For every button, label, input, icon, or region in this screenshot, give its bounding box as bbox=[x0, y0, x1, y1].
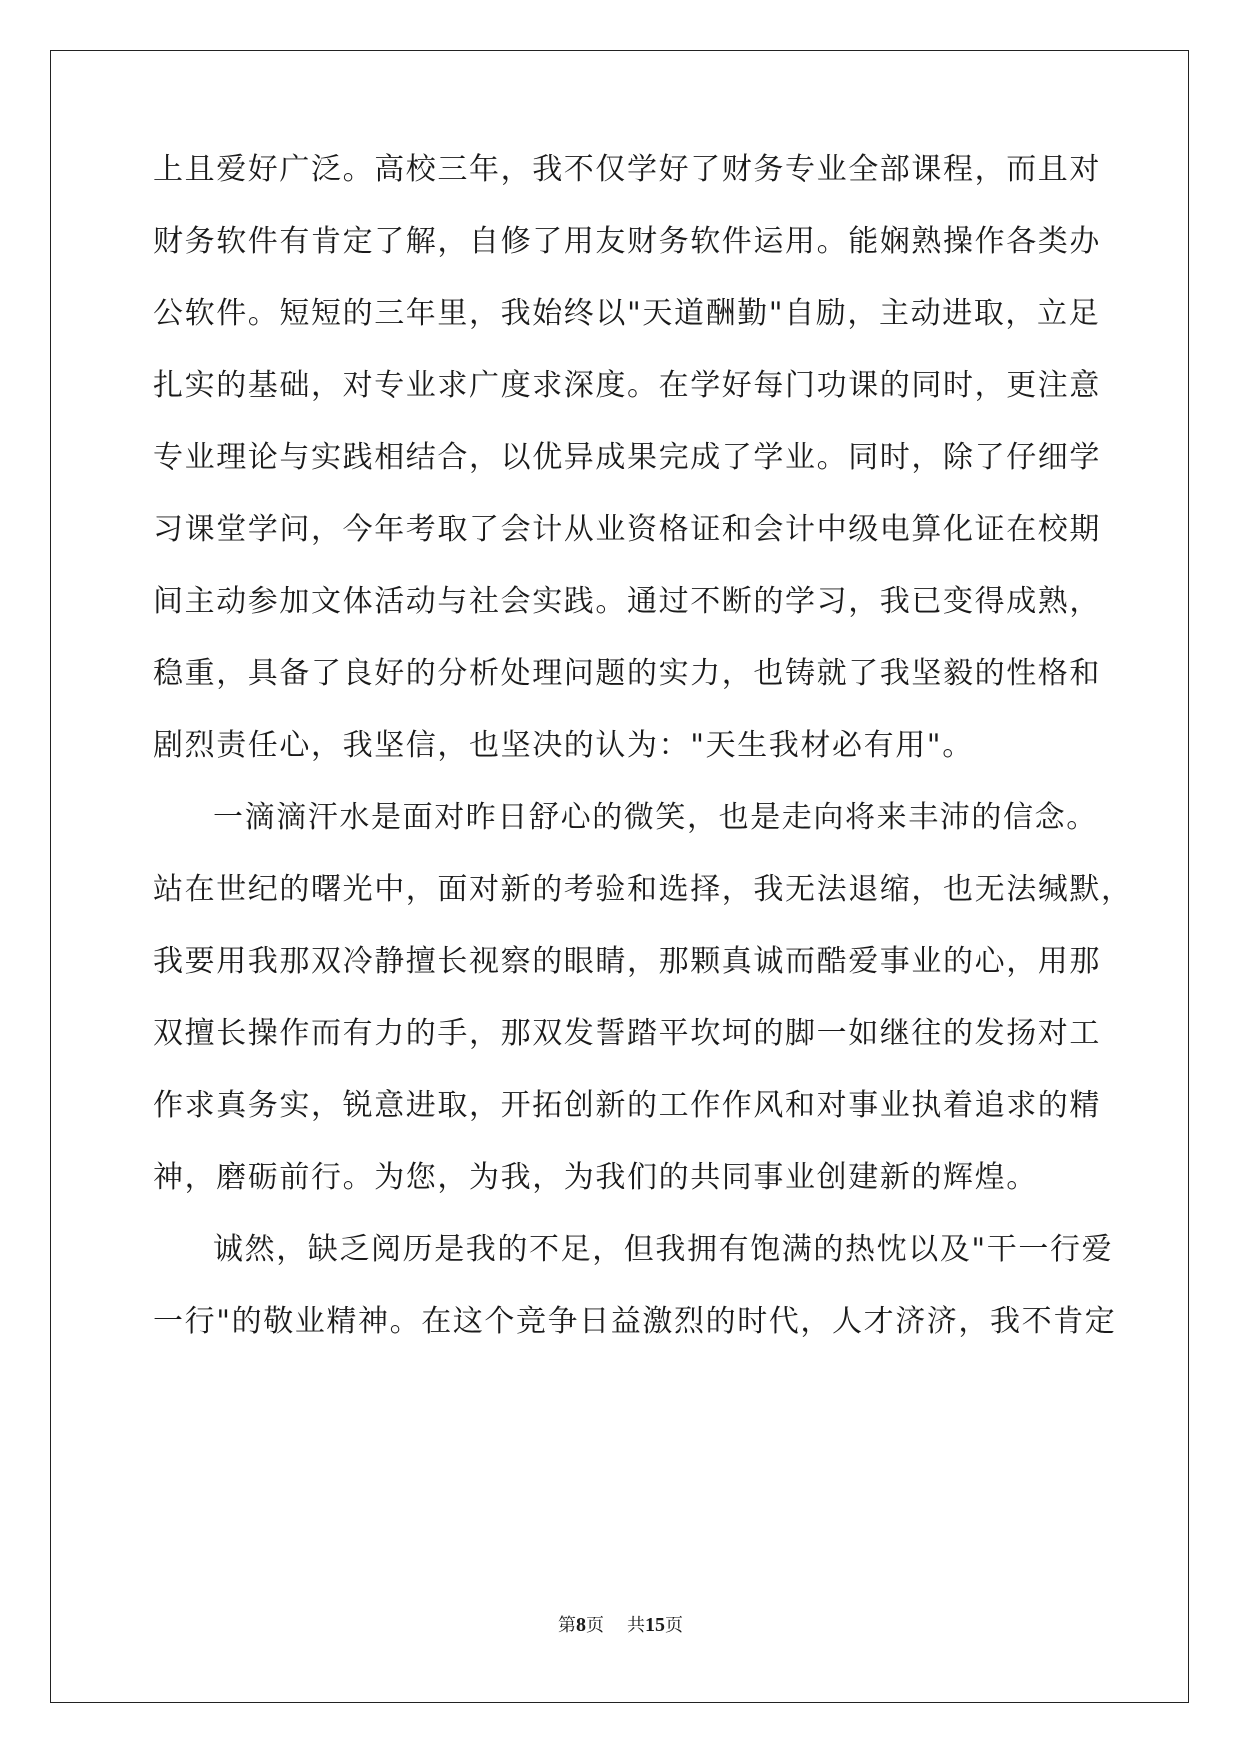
text-line: 专业理论与实践相结合，以优异成果完成了学业。同时，除了仔细学 bbox=[153, 440, 1101, 475]
text-line: 财务软件有肯定了解，自修了用友财务软件运用。能娴熟操作各类办 bbox=[153, 224, 1101, 259]
page-number: 8 bbox=[576, 1614, 587, 1636]
page-footer bbox=[0, 1613, 1241, 1638]
total-prefix: 共 bbox=[626, 1615, 645, 1636]
text-line: 上且爱好广泛。高校三年，我不仅学好了财务专业全部课程，而且对 bbox=[153, 152, 1101, 187]
text-line: 神，磨砺前行。为您，为我，为我们的共同事业创建新的辉煌。 bbox=[153, 1160, 1038, 1195]
text-line: 间主动参加文体活动与社会实践。通过不断的学习，我已变得成熟， bbox=[153, 584, 1101, 619]
text-line: 一行"的敬业精神。在这个竞争日益激烈的时代，人才济济，我不肯定 bbox=[153, 1304, 1117, 1339]
text-line: 扎实的基础，对专业求广度求深度。在学好每门功课的同时，更注意 bbox=[153, 368, 1101, 403]
total-pages: 15 bbox=[644, 1614, 665, 1636]
text-line: 稳重，具备了良好的分析处理问题的实力，也铸就了我坚毅的性格和 bbox=[153, 656, 1101, 691]
text-line: 诚然，缺乏阅历是我的不足，但我拥有饱满的热忱以及"干一行爱 bbox=[213, 1232, 1114, 1267]
total-suffix: 页 bbox=[664, 1615, 683, 1636]
page-prefix: 第 bbox=[558, 1615, 577, 1636]
page-suffix: 页 bbox=[586, 1615, 605, 1636]
text-line: 站在世纪的曙光中，面对新的考验和选择，我无法退缩，也无法缄默， bbox=[153, 872, 1133, 907]
text-line: 双擅长操作而有力的手，那双发誓踏平坎坷的脚一如继往的发扬对工 bbox=[153, 1016, 1101, 1051]
text-line: 习课堂学问，今年考取了会计从业资格证和会计中级电算化证在校期 bbox=[153, 512, 1101, 547]
text-line: 作求真务实，锐意进取，开拓创新的工作作风和对事业执着追求的精 bbox=[153, 1088, 1101, 1123]
text-line: 公软件。短短的三年里，我始终以"天道酬勤"自励，主动进取，立足 bbox=[153, 296, 1101, 331]
text-line: 一滴滴汗水是面对昨日舒心的微笑，也是走向将来丰沛的信念。 bbox=[213, 800, 1098, 835]
text-line: 我要用我那双冷静擅长视察的眼睛，那颗真诚而酷爱事业的心，用那 bbox=[153, 944, 1101, 979]
text-line: 剧烈责任心，我坚信，也坚决的认为："天生我材必有用"。 bbox=[153, 728, 974, 763]
